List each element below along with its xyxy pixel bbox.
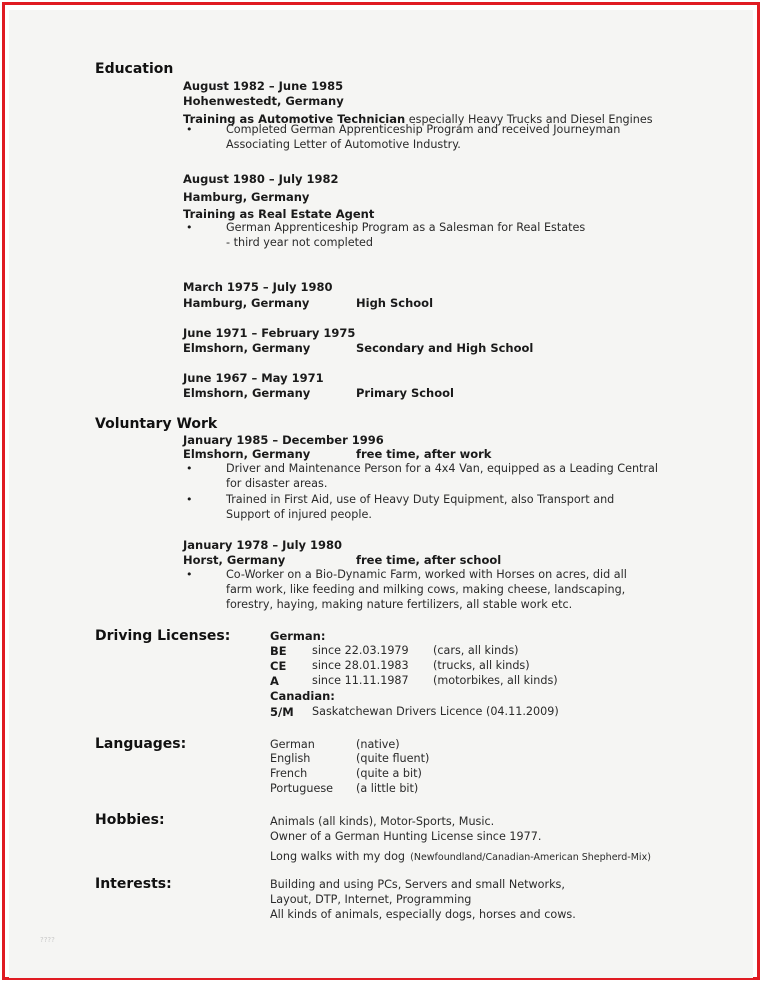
entry-date: June 1967 – May 1971 [183,371,324,385]
language-level: (native) [356,738,400,751]
section-heading-interests: Interests: [95,876,172,892]
entry-bullet-text: Driver and Maintenance Person for a 4x4 Van, equipped as a Leading Central [226,462,658,475]
interests-line: Building and using PCs, Servers and small Networks, [270,878,565,891]
language-name: German [270,738,315,751]
bullet-icon: • [186,221,193,234]
license-canadian-text: Saskatchewan Drivers Licence (04.11.2009) [312,705,559,718]
entry-bullet-text: farm work, like feeding and milking cows, making cheese, landscaping, [226,583,626,596]
entry-bullet-text: forestry, haying, making nature fertilizers, all stable work etc. [226,598,573,611]
language-name: Portuguese [270,782,334,795]
license-country-label: Canadian: [270,689,335,703]
entry-place: Hamburg, Germany [183,190,310,204]
language-level: (quite a bit) [356,767,422,780]
page-footer: ???? [40,936,55,944]
entry-title: Training as Real Estate Agent [183,207,375,221]
entry-school: High School [356,296,434,310]
entry-bullet-text: Support of injured people. [226,508,372,521]
license-note: (cars, all kinds) [433,644,519,657]
interests-line: All kinds of animals, especially dogs, horses and cows. [270,908,576,921]
entry-date: June 1971 – February 1975 [183,326,356,340]
license-class: CE [270,659,287,673]
entry-date: August 1980 – July 1982 [183,172,339,186]
entry-title: Training as Automotive Technician [183,112,406,126]
hobbies-line-dog [270,845,651,864]
section-heading-hobbies: Hobbies: [95,812,165,828]
entry-bullet-text: German Apprenticeship Program as a Salesman for Real Estates [226,221,586,234]
entry-time: free time, after work [356,447,492,461]
entry-place: Hohenwestedt, Germany [183,94,344,108]
entry-date: August 1982 – June 1985 [183,79,344,93]
entry-place: Elmshorn, Germany [183,341,311,355]
entry-bullet-text: Co-Worker on a Bio-Dynamic Farm, worked with Horses on acres, did all [226,568,627,581]
license-note: (trucks, all kinds) [433,659,530,672]
license-country-label: German: [270,629,326,643]
section-heading-education: Education [95,61,174,77]
language-level: (a little bit) [356,782,419,795]
license-since: since 11.11.1987 [312,674,409,687]
entry-school: Secondary and High School [356,341,534,355]
interests-line: Layout, DTP, Internet, Programming [270,893,472,906]
entry-place: Hamburg, Germany [183,296,310,310]
entry-date: January 1985 – December 1996 [183,433,384,447]
section-heading-driving-licenses: Driving Licenses: [95,628,231,644]
license-since: since 28.01.1983 [312,659,409,672]
section-heading-voluntary-work: Voluntary Work [95,416,218,432]
language-name: French [270,767,308,780]
hobbies-line: Animals (all kinds), Motor-Sports, Music. [270,815,495,828]
entry-place: Elmshorn, Germany [183,386,311,400]
license-since: since 22.03.1979 [312,644,409,657]
entry-bullet-text: - third year not completed [226,236,373,249]
entry-bullet-text: Completed German Apprenticeship Program and received Journeyman [226,123,621,136]
entry-date: March 1975 – July 1980 [183,280,333,294]
hobbies-text: Long walks with my dog [270,850,406,863]
entry-bullet-text: Associating Letter of Automotive Industry. [226,138,461,151]
entry-title-rest: especially Heavy Trucks and Diesel Engines [405,113,653,126]
entry-school: Primary School [356,386,454,400]
section-heading-languages: Languages: [95,736,187,752]
bullet-icon: • [186,493,193,506]
bullet-icon: • [186,123,193,136]
entry-time: free time, after school [356,553,502,567]
bullet-icon: • [186,462,193,475]
entry-date: January 1978 – July 1980 [183,538,343,552]
hobbies-line: Owner of a German Hunting License since 1977. [270,830,542,843]
entry-place: Horst, Germany [183,553,286,567]
license-class: BE [270,644,287,658]
bullet-icon: • [186,568,193,581]
entry-place: Elmshorn, Germany [183,447,311,461]
entry-bullet-text: Trained in First Aid, use of Heavy Duty Equipment, also Transport and [226,493,615,506]
license-note: (motorbikes, all kinds) [433,674,558,687]
language-level: (quite fluent) [356,752,430,765]
license-class: 5/M [270,705,294,719]
entry-bullet-text: for disaster areas. [226,477,328,490]
license-class: A [270,674,279,688]
hobbies-dog-breed: (Newfoundland/Canadian-American Shepherd-Mix) [410,852,651,863]
language-name: English [270,752,311,765]
